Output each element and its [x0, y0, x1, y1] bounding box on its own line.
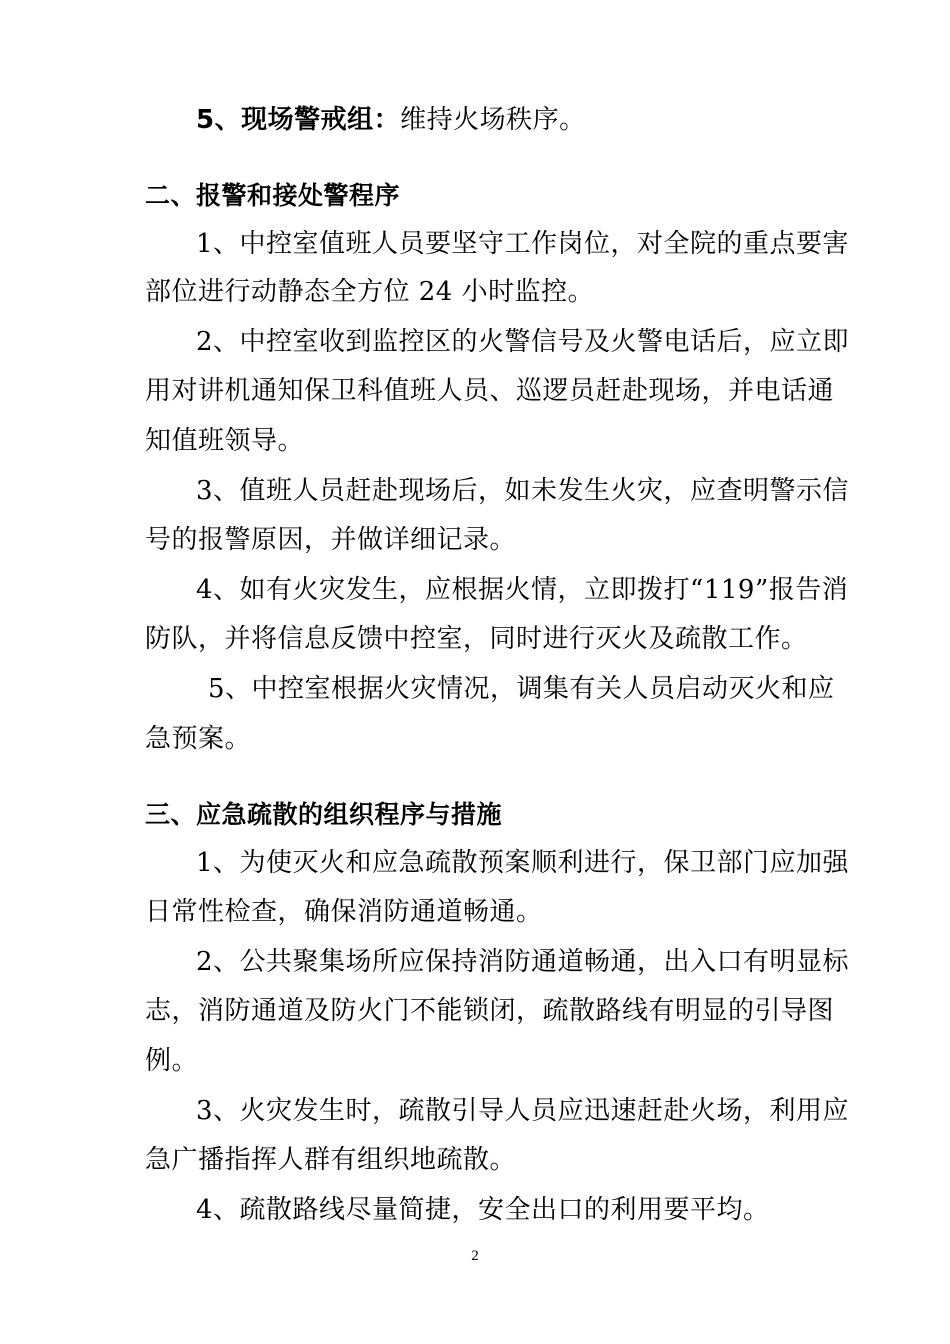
section2-line-5: 知值班领导。 — [145, 426, 305, 456]
section2-line-2: 部位进行动静态全方位 24 小时监控。 — [145, 277, 595, 307]
section2-line-4: 用对讲机通知保卫科值班人员、巡逻员赶赴现场，并电话通 — [145, 376, 835, 406]
section3-line-1: 1、为使灭火和应急疏散预案顺利进行，保卫部门应加强 — [196, 848, 850, 878]
alert-group-text: 维持火场秩序。 — [400, 105, 586, 135]
section2-line-7: 号的报警原因，并做详细记录。 — [145, 525, 517, 555]
section3-line-8: 4、疏散路线尽量简捷，安全出口的利用要平均。 — [196, 1195, 770, 1225]
section2-line-10: 5、中控室根据火灾情况，调集有关人员启动灭火和应 — [208, 674, 835, 704]
section2-line-6: 3、值班人员赶赴现场后，如未发生火灾，应查明警示信 — [196, 476, 850, 506]
section3-line-7: 急广播指挥人群有组织地疏散。 — [145, 1145, 517, 1175]
section3-heading: 三、应急疏散的组织程序与措施 — [145, 800, 503, 829]
section2-heading: 二、报警和接处警程序 — [145, 181, 401, 210]
page-number: 2 — [471, 1248, 479, 1264]
section3-line-3: 2、公共聚集场所应保持消防通道畅通，出入口有明显标 — [196, 947, 850, 977]
section2-line-9: 防队，并将信息反馈中控室，同时进行灭火及疏散工作。 — [145, 624, 808, 654]
section2-line-3: 2、中控室收到监控区的火警信号及火警电话后，应立即 — [196, 327, 850, 357]
section2-line-1: 1、中控室值班人员要坚守工作岗位，对全院的重点要害 — [196, 229, 850, 259]
section3-line-2: 日常性检查，确保消防通道畅通。 — [145, 897, 543, 927]
alert-group-item — [196, 102, 586, 138]
section3-line-5: 例。 — [145, 1046, 199, 1076]
section3-line-4: 志，消防通道及防火门不能锁闭，疏散路线有明显的引导图 — [145, 996, 835, 1026]
section3-line-6: 3、火灾发生时，疏散引导人员应迅速赶赴火场，利用应 — [196, 1096, 850, 1126]
section2-line-11: 急预案。 — [145, 724, 252, 754]
section2-line-8: 4、如有火灾发生，应根据火情，立即拨打“119”报告消 — [196, 575, 849, 605]
alert-group-label: 5、现场警戒组： — [196, 105, 401, 135]
